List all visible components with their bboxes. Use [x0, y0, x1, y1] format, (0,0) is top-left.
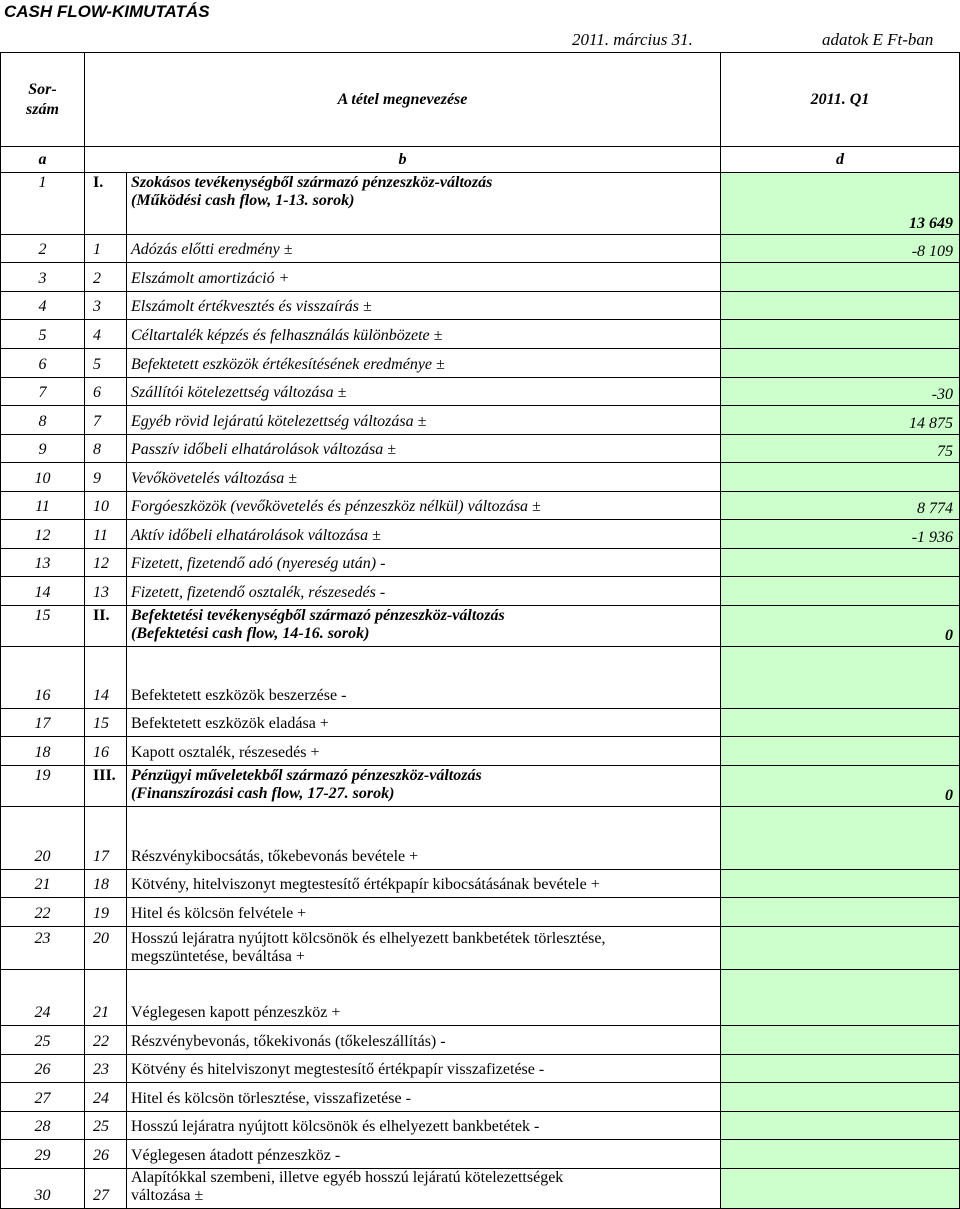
- table-row: [1, 870, 960, 898]
- table-row: [1, 709, 960, 737]
- table-row: [1, 1026, 960, 1055]
- row-value: -8 109: [721, 235, 960, 263]
- row-code: I.: [85, 173, 127, 235]
- table-row: [1, 1169, 960, 1209]
- row-number: 10: [1, 463, 85, 492]
- row-code: 12: [85, 549, 127, 577]
- table-row: [1, 1083, 960, 1112]
- cash-flow-table: [0, 52, 960, 1209]
- row-code: 7: [85, 406, 127, 435]
- row-code: 22: [85, 1026, 127, 1055]
- header-value-period: 2011. Q1: [721, 53, 960, 147]
- row-value: 0: [721, 766, 960, 807]
- row-label: Befektetett eszközök értékesítésének eredménye ±: [127, 349, 721, 378]
- row-code: 2: [85, 263, 127, 292]
- row-label: Pénzügyi műveletekből származó pénzeszköz-változás (Finanszírozási cash flow, 17-27. sorok): [127, 766, 721, 807]
- table-row: [1, 807, 960, 870]
- row-label: Egyéb rövid lejáratú kötelezettség változása ±: [127, 406, 721, 435]
- row-value: [721, 463, 960, 492]
- header-item-name: A tétel megnevezése: [85, 53, 721, 147]
- table-row: [1, 549, 960, 577]
- letter-a: a: [1, 147, 85, 173]
- row-value: [721, 1112, 960, 1140]
- table-row: [1, 406, 960, 435]
- row-label: Véglegesen kapott pénzeszköz +: [127, 970, 721, 1026]
- table-row: [1, 1112, 960, 1140]
- table-row: [1, 577, 960, 606]
- row-number: 13: [1, 549, 85, 577]
- row-value: [721, 898, 960, 927]
- row-value: 13 649: [721, 173, 960, 235]
- row-number: 23: [1, 927, 85, 970]
- row-number: 27: [1, 1083, 85, 1112]
- row-label: Szállítói kötelezettség változása ±: [127, 378, 721, 406]
- row-value: [721, 549, 960, 577]
- table-row: [1, 463, 960, 492]
- row-code: III.: [85, 766, 127, 807]
- table-row: [1, 263, 960, 292]
- row-label: Passzív időbeli elhatárolások változása ±: [127, 435, 721, 463]
- row-label: Céltartalék képzés és felhasználás különbözete ±: [127, 320, 721, 349]
- row-code: 8: [85, 435, 127, 463]
- row-code: 15: [85, 709, 127, 737]
- row-label: Adózás előtti eredmény ±: [127, 235, 721, 263]
- table-row: [1, 970, 960, 1026]
- row-number: 24: [1, 970, 85, 1026]
- row-number: 14: [1, 577, 85, 606]
- row-code: 18: [85, 870, 127, 898]
- row-value: [721, 1140, 960, 1169]
- row-number: 29: [1, 1140, 85, 1169]
- row-value: [721, 1026, 960, 1055]
- column-letter-row: [1, 147, 960, 173]
- table-row: [1, 647, 960, 709]
- table-row: [1, 435, 960, 463]
- letter-d: d: [721, 147, 960, 173]
- document-title: CASH FLOW-KIMUTATÁS: [4, 2, 210, 21]
- row-number: 3: [1, 263, 85, 292]
- row-number: 11: [1, 492, 85, 520]
- row-label: Alapítókkal szembeni, illetve egyéb hosszú lejáratú kötelezettségek változása ±: [127, 1169, 721, 1209]
- row-value: [721, 709, 960, 737]
- row-number: 8: [1, 406, 85, 435]
- row-number: 6: [1, 349, 85, 378]
- row-value: [721, 927, 960, 970]
- table-row: [1, 349, 960, 378]
- row-number: 30: [1, 1169, 85, 1209]
- row-code: II.: [85, 606, 127, 647]
- table-row: [1, 927, 960, 970]
- row-label: Forgóeszközök (vevőkövetelés és pénzeszköz nélkül) változása ±: [127, 492, 721, 520]
- row-number: 20: [1, 807, 85, 870]
- table-header-row: [1, 53, 960, 147]
- row-number: 12: [1, 520, 85, 549]
- row-code: 3: [85, 292, 127, 320]
- row-value: [721, 1055, 960, 1083]
- report-date: 2011. március 31.: [572, 30, 693, 49]
- row-code: 10: [85, 492, 127, 520]
- row-number: 4: [1, 292, 85, 320]
- row-label: Fizetett, fizetendő osztalék, részesedés -: [127, 577, 721, 606]
- row-value: [721, 737, 960, 766]
- row-number: 18: [1, 737, 85, 766]
- row-number: 22: [1, 898, 85, 927]
- row-code: 6: [85, 378, 127, 406]
- row-code: 11: [85, 520, 127, 549]
- row-label: Részvénybevonás, tőkekivonás (tőkeleszállítás) -: [127, 1026, 721, 1055]
- row-code: 17: [85, 807, 127, 870]
- table-row: [1, 606, 960, 647]
- row-code: 19: [85, 898, 127, 927]
- row-value: 75: [721, 435, 960, 463]
- row-label: Aktív időbeli elhatárolások változása ±: [127, 520, 721, 549]
- row-value: [721, 807, 960, 870]
- row-label: Elszámolt amortizáció +: [127, 263, 721, 292]
- row-code: 25: [85, 1112, 127, 1140]
- table-row: [1, 766, 960, 807]
- table-row: [1, 235, 960, 263]
- row-code: 27: [85, 1169, 127, 1209]
- row-value: [721, 870, 960, 898]
- table-row: [1, 292, 960, 320]
- row-number: 28: [1, 1112, 85, 1140]
- table-row: [1, 492, 960, 520]
- table-row: [1, 173, 960, 235]
- unit-note: adatok E Ft-ban: [822, 30, 934, 49]
- row-value: -1 936: [721, 520, 960, 549]
- row-code: 14: [85, 647, 127, 709]
- row-number: 7: [1, 378, 85, 406]
- letter-b: b: [85, 147, 721, 173]
- row-value: [721, 970, 960, 1026]
- row-label: Hitel és kölcsön felvétele +: [127, 898, 721, 927]
- row-number: 19: [1, 766, 85, 807]
- row-label: Elszámolt értékvesztés és visszaírás ±: [127, 292, 721, 320]
- row-number: 15: [1, 606, 85, 647]
- row-number: 26: [1, 1055, 85, 1083]
- row-number: 16: [1, 647, 85, 709]
- row-label: Kapott osztalék, részesedés +: [127, 737, 721, 766]
- table-row: [1, 737, 960, 766]
- row-label: Befektetési tevékenységből származó pénzeszköz-változás (Befektetési cash flow, 14-16. sorok): [127, 606, 721, 647]
- table-row: [1, 1140, 960, 1169]
- row-code: 1: [85, 235, 127, 263]
- row-label: Részvénykibocsátás, tőkebevonás bevétele +: [127, 807, 721, 870]
- row-label: Szokásos tevékenységből származó pénzeszköz-változás (Működési cash flow, 1-13. sorok): [127, 173, 721, 235]
- row-code: 23: [85, 1055, 127, 1083]
- row-number: 21: [1, 870, 85, 898]
- row-value: [721, 320, 960, 349]
- row-value: 8 774: [721, 492, 960, 520]
- row-number: 1: [1, 173, 85, 235]
- row-code: 24: [85, 1083, 127, 1112]
- row-value: -30: [721, 378, 960, 406]
- row-value: [721, 647, 960, 709]
- row-label: Hitel és kölcsön törlesztése, visszafizetése -: [127, 1083, 721, 1112]
- row-code: 9: [85, 463, 127, 492]
- row-number: 25: [1, 1026, 85, 1055]
- row-number: 17: [1, 709, 85, 737]
- row-label: Hosszú lejáratra nyújtott kölcsönök és elhelyezett bankbetétek törlesztése, megszüntetése, beváltása +: [127, 927, 721, 970]
- row-value: [721, 292, 960, 320]
- row-label: Fizetett, fizetendő adó (nyereség után) -: [127, 549, 721, 577]
- row-code: 13: [85, 577, 127, 606]
- table-row: [1, 320, 960, 349]
- row-number: 2: [1, 235, 85, 263]
- row-number: 5: [1, 320, 85, 349]
- row-code: 21: [85, 970, 127, 1026]
- row-label: Hosszú lejáratra nyújtott kölcsönök és elhelyezett bankbetétek -: [127, 1112, 721, 1140]
- row-code: 5: [85, 349, 127, 378]
- row-code: 26: [85, 1140, 127, 1169]
- row-label: Véglegesen átadott pénzeszköz -: [127, 1140, 721, 1169]
- table-row: [1, 898, 960, 927]
- row-value: [721, 349, 960, 378]
- header-row-number: Sor- szám: [1, 53, 85, 147]
- row-code: 20: [85, 927, 127, 970]
- row-value: 14 875: [721, 406, 960, 435]
- row-value: [721, 1083, 960, 1112]
- row-label: Vevőkövetelés változása ±: [127, 463, 721, 492]
- table-row: [1, 1055, 960, 1083]
- row-label: Kötvény, hitelviszonyt megtestesítő értékpapír kibocsátásának bevétele +: [127, 870, 721, 898]
- row-label: Kötvény és hitelviszonyt megtestesítő értékpapír visszafizetése -: [127, 1055, 721, 1083]
- row-label: Befektetett eszközök beszerzése -: [127, 647, 721, 709]
- row-value: [721, 577, 960, 606]
- table-row: [1, 520, 960, 549]
- row-label: Befektetett eszközök eladása +: [127, 709, 721, 737]
- table-row: [1, 378, 960, 406]
- row-code: 16: [85, 737, 127, 766]
- row-value: [721, 263, 960, 292]
- row-code: 4: [85, 320, 127, 349]
- row-value: 0: [721, 606, 960, 647]
- row-value: [721, 1169, 960, 1209]
- row-number: 9: [1, 435, 85, 463]
